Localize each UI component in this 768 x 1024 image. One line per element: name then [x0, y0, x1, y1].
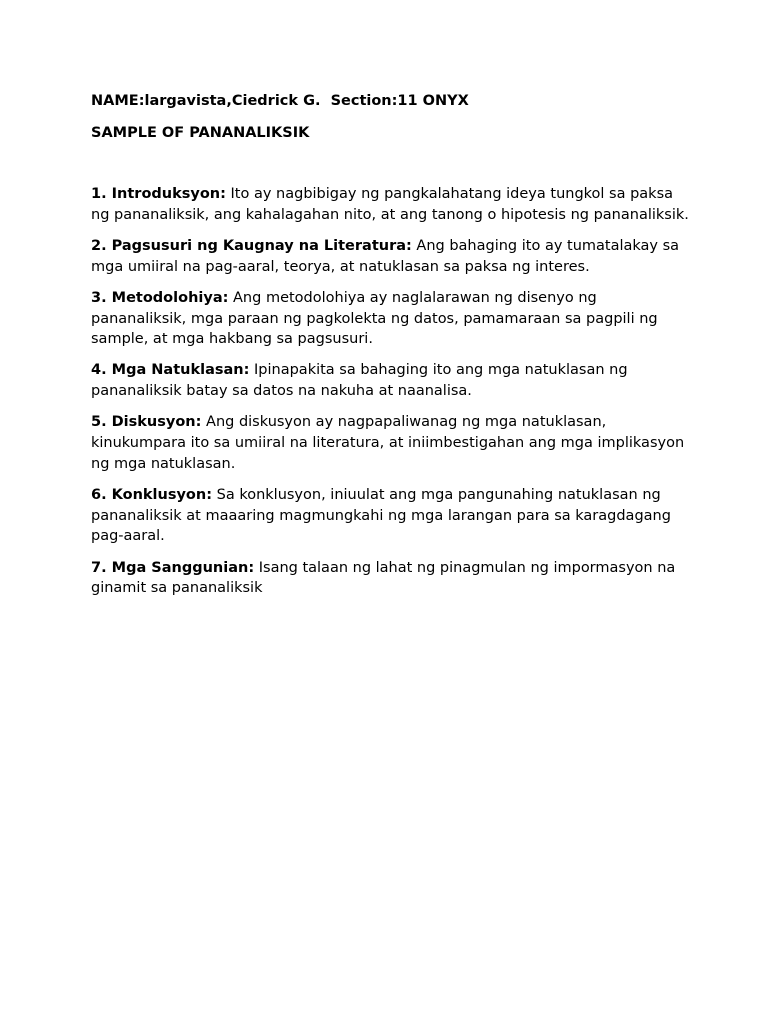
section-introduksyon	[91, 184, 691, 225]
section-diskusyon	[91, 412, 691, 474]
section-text: Ipinapakita sa bahaging ito ang mga natuklasan ng pananaliksik batay sa datos na nakuha at naanalisa.	[91, 362, 628, 400]
document-title: SAMPLE OF PANANALIKSIK	[91, 125, 310, 141]
section-mga-natuklasan	[91, 360, 691, 401]
section-label: 6. Konklusyon:	[91, 486, 213, 503]
section-text: Ang diskusyon ay nagpapaliwanag ng mga natuklasan, kinukumpara ito sa umiiral na literatura, at iniimbestigahan ang mga implikasyon ng mga natuklasan.	[91, 414, 685, 472]
section-konklusyon	[91, 485, 691, 547]
section-label: 3. Metodolohiya:	[91, 289, 229, 306]
student-name-section-line: NAME:largavista,Ciedrick G. Section:11 ONYX	[91, 93, 469, 109]
section-metodolohiya	[91, 288, 691, 350]
section-text: Ang metodolohiya ay naglalarawan ng disenyo ng pananaliksik, mga paraan ng pagkolekta ng datos, pamamaraan sa pagpili ng sample, at mga hakbang sa pagsusuri.	[91, 289, 658, 348]
section-text: Sa konklusyon, iniuulat ang mga pangunahing natuklasan ng pananaliksik at maaaring magmungkahi ng mga larangan para sa karagdagang pag-aaral.	[91, 486, 671, 545]
section-label: 1. Introduksyon:	[91, 186, 226, 202]
section-label: 7. Mga Sanggunian:	[91, 559, 255, 576]
section-label: 4. Mga Natuklasan:	[91, 362, 250, 379]
section-text: Ito ay nagbibigay ng pangkalahatang ideya tungkol sa paksa ng pananaliksik, ang kahalagahan nito, at ang tanong o hipotesis ng pananaliksik.	[91, 186, 689, 223]
section-pagsusuri-ng-kaugnay-na-literatura	[91, 236, 691, 277]
section-mga-sanggunian	[91, 558, 691, 599]
section-label: 2. Pagsusuri ng Kaugnay na Literatura:	[91, 237, 412, 254]
section-text: Isang talaan ng lahat ng pinagmulan ng impormasyon na ginamit sa pananaliksik	[91, 559, 676, 597]
section-label: 5. Diskusyon:	[91, 414, 202, 431]
section-text: Ang bahaging ito ay tumatalakay sa mga umiiral na pag-aaral, teorya, at natuklasan sa paksa ng interes.	[91, 237, 680, 275]
document-page	[91, 91, 691, 609]
